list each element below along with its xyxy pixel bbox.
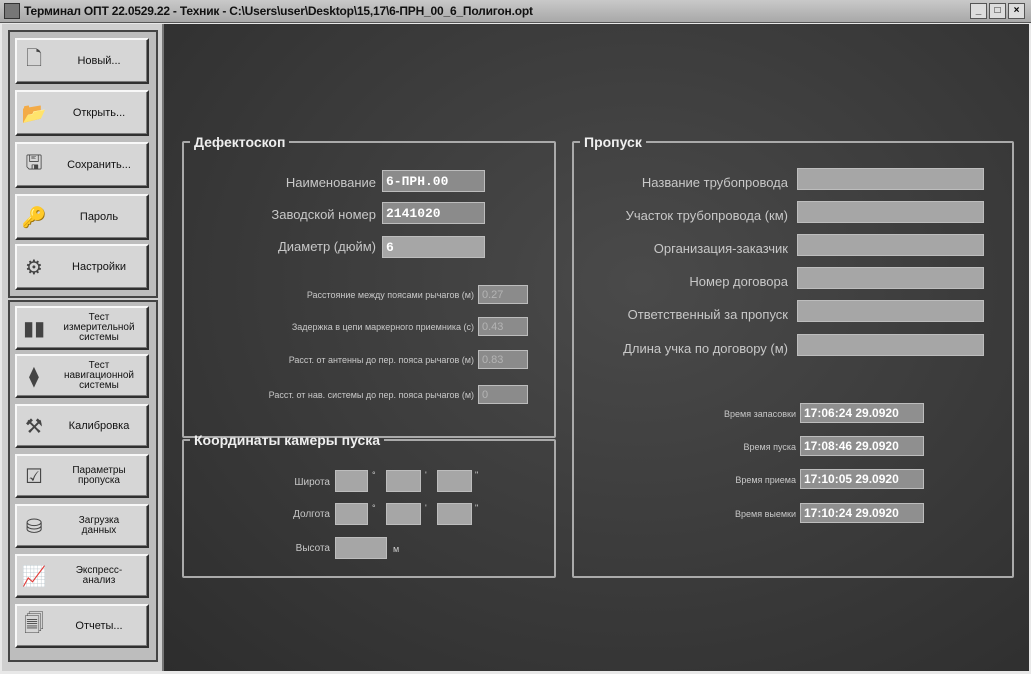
longitude-sec-symbol: " <box>475 503 479 513</box>
params-icon: ☑ <box>25 465 43 488</box>
section-field[interactable] <box>797 201 984 223</box>
diameter-field[interactable]: 6 <box>382 236 485 258</box>
responsible-label: Ответственный за пропуск <box>627 307 788 322</box>
name-label: Наименование <box>285 175 376 190</box>
altitude-unit: м <box>393 544 400 554</box>
altitude-label: Высота <box>295 543 330 554</box>
longitude-sec-field[interactable] <box>437 503 472 525</box>
time-receive-field[interactable]: 17:10:05 29.0920 <box>800 469 924 489</box>
longitude-min-symbol: ' <box>425 503 427 513</box>
time-launch-field[interactable]: 17:08:46 29.0920 <box>800 436 924 456</box>
close-button[interactable]: × <box>1008 3 1025 19</box>
file-actions-group <box>8 30 158 298</box>
app-icon <box>4 3 20 19</box>
latitude-deg-field[interactable] <box>335 470 368 492</box>
reports-button[interactable]: 🗐 Отчеты... <box>15 604 149 648</box>
contract-field[interactable] <box>797 267 984 289</box>
longitude-min-field[interactable] <box>386 503 421 525</box>
tools-group <box>8 300 158 662</box>
time-launch-label: Время пуска <box>743 442 796 452</box>
settings-button[interactable]: ⚙ Настройки <box>15 244 149 290</box>
latitude-sec-symbol: " <box>475 470 479 480</box>
settings-icon: ⚙ <box>25 256 43 279</box>
new-button[interactable]: 🗋 Новый... <box>15 38 149 84</box>
customer-label: Организация-заказчик <box>653 241 788 256</box>
latitude-sec-field[interactable] <box>437 470 472 492</box>
longitude-deg-field[interactable] <box>335 503 368 525</box>
nav-distance-field[interactable]: 0 <box>478 385 528 404</box>
length-label: Длина учка по договору (м) <box>623 341 788 356</box>
reports-icon: 🗐 <box>24 613 44 635</box>
sidebar <box>2 24 164 671</box>
analysis-button[interactable]: 📈 Экспресс- анализ <box>15 554 149 598</box>
title-bar <box>0 0 1031 23</box>
save-icon: 🖫 <box>25 152 43 174</box>
main-area <box>164 24 1029 671</box>
open-folder-icon: 📂 <box>21 102 47 125</box>
time-receive-label: Время приема <box>735 475 796 485</box>
latitude-min-symbol: ' <box>425 470 427 480</box>
measure-test-icon: ▮▮ <box>22 317 45 340</box>
nav-test-button[interactable]: ⧫ Тест навигационной системы <box>15 354 149 398</box>
time-extract-field[interactable]: 17:10:24 29.0920 <box>800 503 924 523</box>
belt-distance-label: Расстояние между поясами рычагов (м) <box>306 290 474 300</box>
window-title: Терминал ОПТ 22.0529.22 - Техник - C:\Users\user\Desktop\15,17\6-ПРН_00_6_Полигон.opt <box>24 4 533 18</box>
params-button[interactable]: ☑ Параметры пропуска <box>15 454 149 498</box>
longitude-label: Долгота <box>293 509 330 520</box>
diameter-label: Диаметр (дюйм) <box>277 239 376 254</box>
maximize-button[interactable]: □ <box>989 3 1006 19</box>
antenna-distance-label: Расст. от антенны до пер. пояса рычагов (м) <box>288 355 474 365</box>
contract-label: Номер договора <box>689 274 788 289</box>
latitude-deg-symbol: ° <box>372 470 376 480</box>
launch-coords-legend: Координаты камеры пуска <box>194 432 381 448</box>
analysis-icon: 📈 <box>21 565 47 588</box>
nav-distance-label: Расст. от нав. системы до пер. пояса рычагов (м) <box>268 390 474 400</box>
latitude-label: Широта <box>294 477 330 488</box>
longitude-deg-symbol: ° <box>372 503 376 513</box>
name-field[interactable]: 6-ПРН.00 <box>382 170 485 192</box>
belt-distance-field[interactable]: 0.27 <box>478 285 528 304</box>
marker-delay-field[interactable]: 0.43 <box>478 317 528 336</box>
pipeline-field[interactable] <box>797 168 984 190</box>
download-icon: ⛁ <box>25 515 43 538</box>
time-loading-field[interactable]: 17:06:24 29.0920 <box>800 403 924 423</box>
customer-field[interactable] <box>797 234 984 256</box>
section-label: Участок трубопровода (км) <box>625 208 788 223</box>
save-button[interactable]: 🖫 Сохранить... <box>15 142 149 188</box>
download-button[interactable]: ⛁ Загрузка данных <box>15 504 149 548</box>
calibration-button[interactable]: ⚒ Калибровка <box>15 404 149 448</box>
latitude-min-field[interactable] <box>386 470 421 492</box>
serial-field[interactable]: 2141020 <box>382 202 485 224</box>
password-button[interactable]: 🔑 Пароль <box>15 194 149 240</box>
time-extract-label: Время выемки <box>735 509 796 519</box>
calibration-icon: ⚒ <box>25 415 43 438</box>
marker-delay-label: Задержка в цепи маркерного приемника (с) <box>291 322 474 332</box>
open-button[interactable]: 📂 Открыть... <box>15 90 149 136</box>
nav-test-icon: ⧫ <box>29 365 39 388</box>
antenna-distance-field[interactable]: 0.83 <box>478 350 528 369</box>
responsible-field[interactable] <box>797 300 984 322</box>
measure-test-button[interactable]: ▮▮ Тест измерительной системы <box>15 306 149 350</box>
pipeline-label: Название трубопровода <box>641 175 788 190</box>
new-file-icon: 🗋 <box>25 48 43 70</box>
defectoscope-legend: Дефектоскоп <box>194 134 286 150</box>
time-loading-label: Время запасовки <box>724 409 796 419</box>
length-field[interactable] <box>797 334 984 356</box>
key-icon: 🔑 <box>21 206 47 229</box>
serial-label: Заводской номер <box>271 207 376 222</box>
minimize-button[interactable]: _ <box>970 3 987 19</box>
altitude-field[interactable] <box>335 537 387 559</box>
pass-legend: Пропуск <box>584 134 642 150</box>
